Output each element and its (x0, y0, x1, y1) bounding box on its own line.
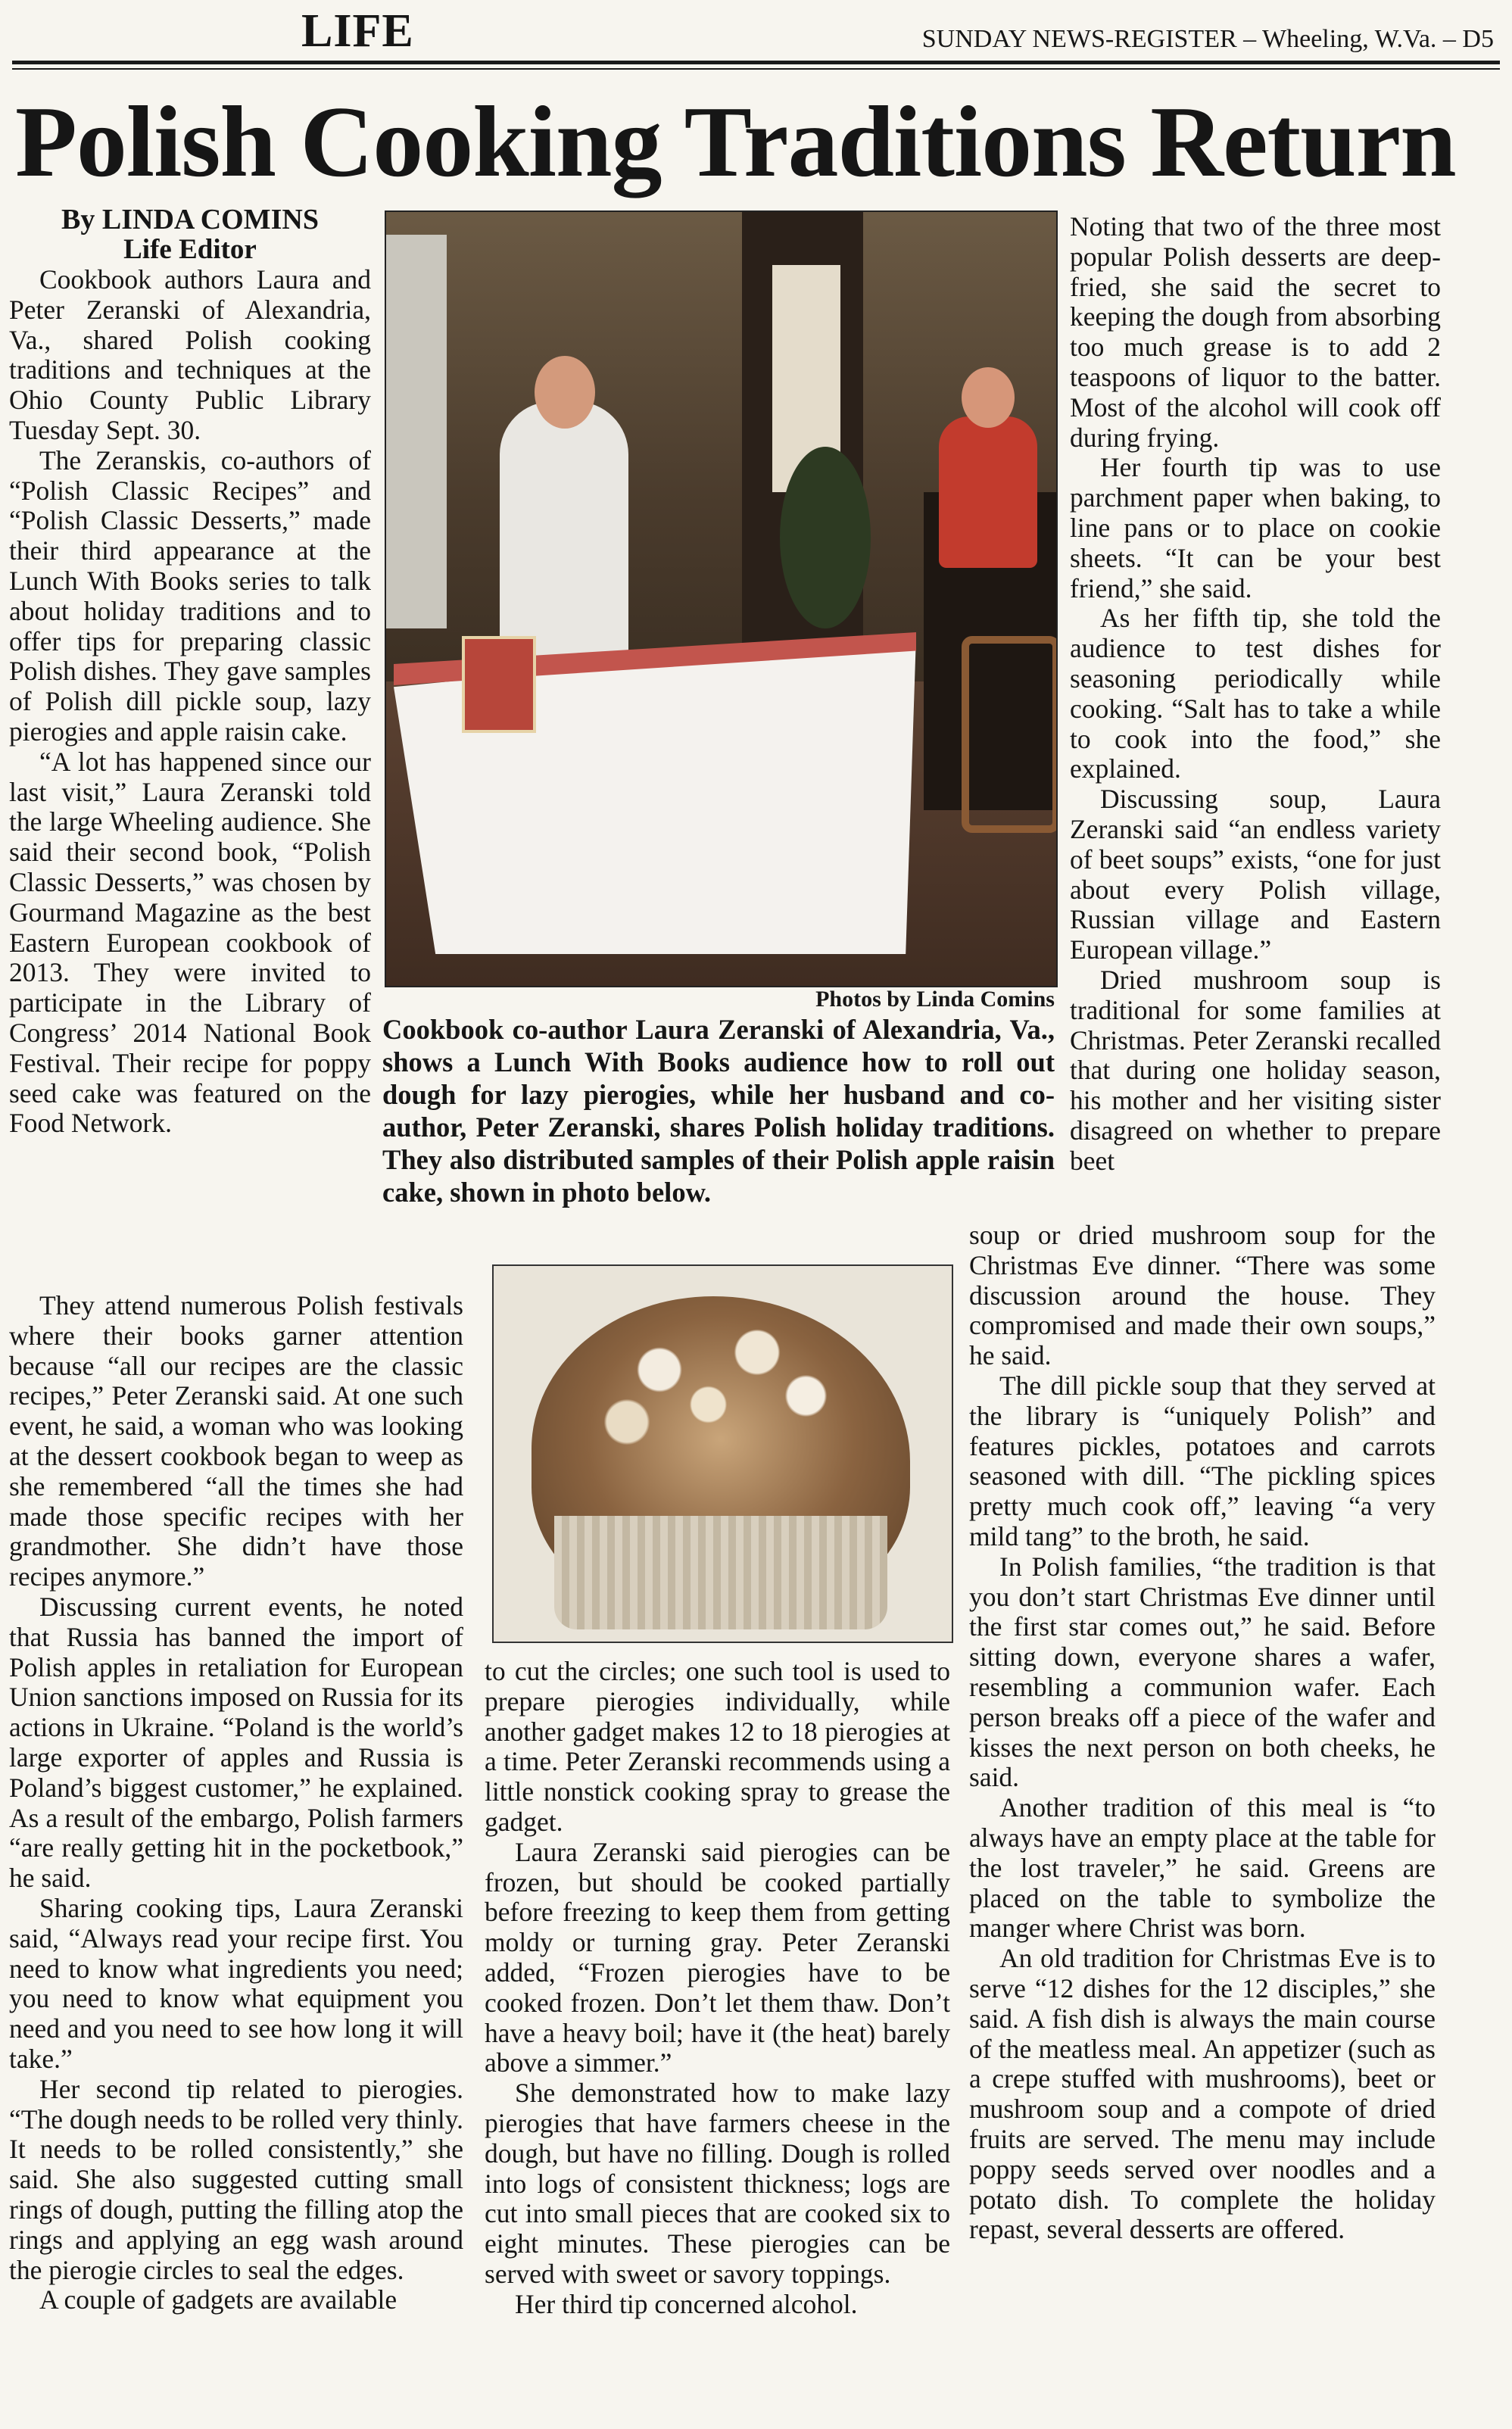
photo-cooking-demonstration (385, 210, 1058, 987)
paragraph: A couple of gadgets are available (39, 2284, 397, 2315)
paragraph: Another tradition of this meal is “to always have an empty place at the table for the lost traveler,” he said. Greens are placed on the table to symbolize the manger where Christ was born. (969, 1792, 1436, 1944)
article-column-3 (1070, 212, 1441, 1221)
paragraph: Her third tip concerned alcohol. (515, 2288, 858, 2319)
paragraph: Discussing soup, Laura Zeranski said “an endless variety of beet soups” exists, “one for just about every Polish village, Russian village and Eastern European village.” (1070, 784, 1441, 965)
paragraph: soup or dried mushroom soup for the Christmas Eve dinner. “There was some discussion around the house. They compromised and made their own soups,” he said. (969, 1221, 1436, 1371)
paragraph: Laura Zeranski said pierogies can be frozen, but should be cooked partially before freezing to keep them from getting moldy or turning gray. Peter Zeranski added, “Frozen pierogies have to be cooked frozen. Don’t let them thaw. Don’t have a heavy boil; have it (the heat) barely above a simmer.” (485, 1836, 950, 2078)
paragraph: to cut the circles; one such tool is used to prepare pierogies individually, while another gadget makes 12 to 18 pierogies at a time. Peter Zeranski recommends using a little nonstick cooking spray to grease the gadget. (485, 1657, 950, 1837)
paragraph: The Zeranskis, co-authors of “Polish Classic Recipes” and “Polish Classic Desserts,” made their third appearance at the Lunch With Books series to talk about holiday traditions and to offer tips for preparing classic Polish dishes. They gave samples of Polish dill pickle soup, lazy pierogies and apple raisin cake. (9, 444, 371, 747)
paragraph: Her second tip related to pierogies. “The dough needs to be rolled very thinly. It needs to be rolled consistently,” she said. She also suggested cutting small rings of dough, putting the filling atop the rings and applying an egg wash around the pierogie circles to seal the edges. (9, 2073, 463, 2285)
paragraph: Discussing current events, he noted that Russia has banned the import of Polish apples in retaliation for European Union sanctions imposed on Russia for its actions in Ukraine. “Poland is the world’s large exporter of apples and Russia is Poland’s biggest customer,” he explained. As a result of the embargo, Polish farmers “are really getting hit in the pocketbook,” he said. (9, 1591, 463, 1894)
paragraph: Noting that two of the three most popular Polish desserts are deep-fried, she said the secret to keeping the dough from absorbing too much grease is to add 2 teaspoons of liquor to the batter. Most of the alcohol will cook off during frying. (1070, 212, 1441, 453)
paragraph: Sharing cooking tips, Laura Zeranski said, “Always read your recipe first. You need to know what ingredients you need; you need to know what equipment you need and you need to see how long it will take.” (9, 1892, 463, 2074)
article-column-2 (485, 1657, 950, 2423)
paragraph: Dried mushroom soup is traditional for some families at Christmas. Peter Zeranski recalled that during one holiday season, his mother and her visiting sister disagreed on whether to prepare beet (1070, 964, 1441, 1176)
header-rule-thin (12, 68, 1500, 70)
paragraph: “A lot has happened since our last visit,” Laura Zeranski told the large Wheeling audience. She said their second book, “Polish Classic Desserts,” was chosen by Gourmand Magazine as the best Eastern European cookbook of 2013. They were invited to participate in the Library of Congress’ 2014 National Book Festival. Their recipe for poppy seed cake was featured on the Food Network. (9, 746, 371, 1139)
paragraph: An old tradition for Christmas Eve is to serve “12 dishes for the 12 disciples,” she said. A fish dish is always the main course of the meatless meal. An appetizer (such as a crepe stuffed with mushrooms), beet or mushroom soup and a compote of dried fruits are served. The menu may include poppy seeds served over noodles and a potato dish. To complete the holiday repast, several desserts are offered. (969, 1943, 1436, 2245)
paragraph: In Polish families, “the tradition is that you don’t start Christmas Eve dinner until the first star comes out,” he said. Before sitting down, everyone shares a wafer, resembling a communion wafer. Each person breaks off a piece of the wafer and kisses the next person on both cheeks, he said. (969, 1551, 1436, 1793)
paragraph: Cookbook authors Laura and Peter Zeranski of Alexandria, Va., shared Polish cooking traditions and techniques at the Ohio County Public Library Tuesday Sept. 30. (9, 264, 371, 445)
article-column-1-lower (9, 1291, 463, 2423)
photo-caption: Cookbook co-author Laura Zeranski of Alexandria, Va., shows a Lunch With Books audience how to roll out dough for lazy pierogies, while her husband and co-author, Peter Zeranski, shares Polish holiday traditions. They also distributed samples of their Polish apple raisin cake, shown in photo below. (382, 1014, 1055, 1208)
article-column-3-lower (969, 1221, 1436, 2426)
byline-author: By LINDA COMINS (61, 204, 319, 235)
paragraph: The dill pickle soup that they served at the library is “uniquely Polish” and features pickles, potatoes and carrots seasoned with dill. “The pickling spices pretty much cook off,” leaving “a very mild tang” to the broth, he said. (969, 1370, 1436, 1551)
paragraph: As her fifth tip, she told the audience to test dishes for seasoning periodically while cooking. “Salt has to take a while to cook into the food,” she explained. (1070, 603, 1441, 784)
masthead-info: SUNDAY NEWS-REGISTER – Wheeling, W.Va. – D5 (921, 25, 1494, 53)
paragraph: They attend numerous Polish festivals where their books garner attention because “all our recipes are the classic recipes,” Peter Zeranski said. At one such event, he said, a woman who was looking at the dessert cookbook began to weep as she remembered “all the times she had made those specific recipes with her grandmother. She didn’t have those recipes anymore.” (9, 1291, 463, 1592)
paragraph: She demonstrated how to make lazy pierogies that have farmers cheese in the dough, but have no filling. Dough is rolled into logs of consistent thickness; logs are cut into small pieces that are cooked six to eight minutes. These pierogies can be served with sweet or savory toppings. (485, 2078, 950, 2289)
section-label: LIFE (301, 5, 414, 57)
header-rule (12, 61, 1500, 64)
photo-apple-raisin-cake (492, 1264, 953, 1643)
byline-title: Life Editor (123, 234, 257, 265)
paragraph: Her fourth tip was to use parchment paper when baking, to line pans or to place on cookie sheets. “It can be your best friend,” she said. (1070, 452, 1441, 603)
headline: Polish Cooking Traditions Return (15, 86, 1456, 198)
article-column-1 (9, 204, 371, 1287)
photo-credit: Photos by Linda Comins (815, 987, 1055, 1012)
